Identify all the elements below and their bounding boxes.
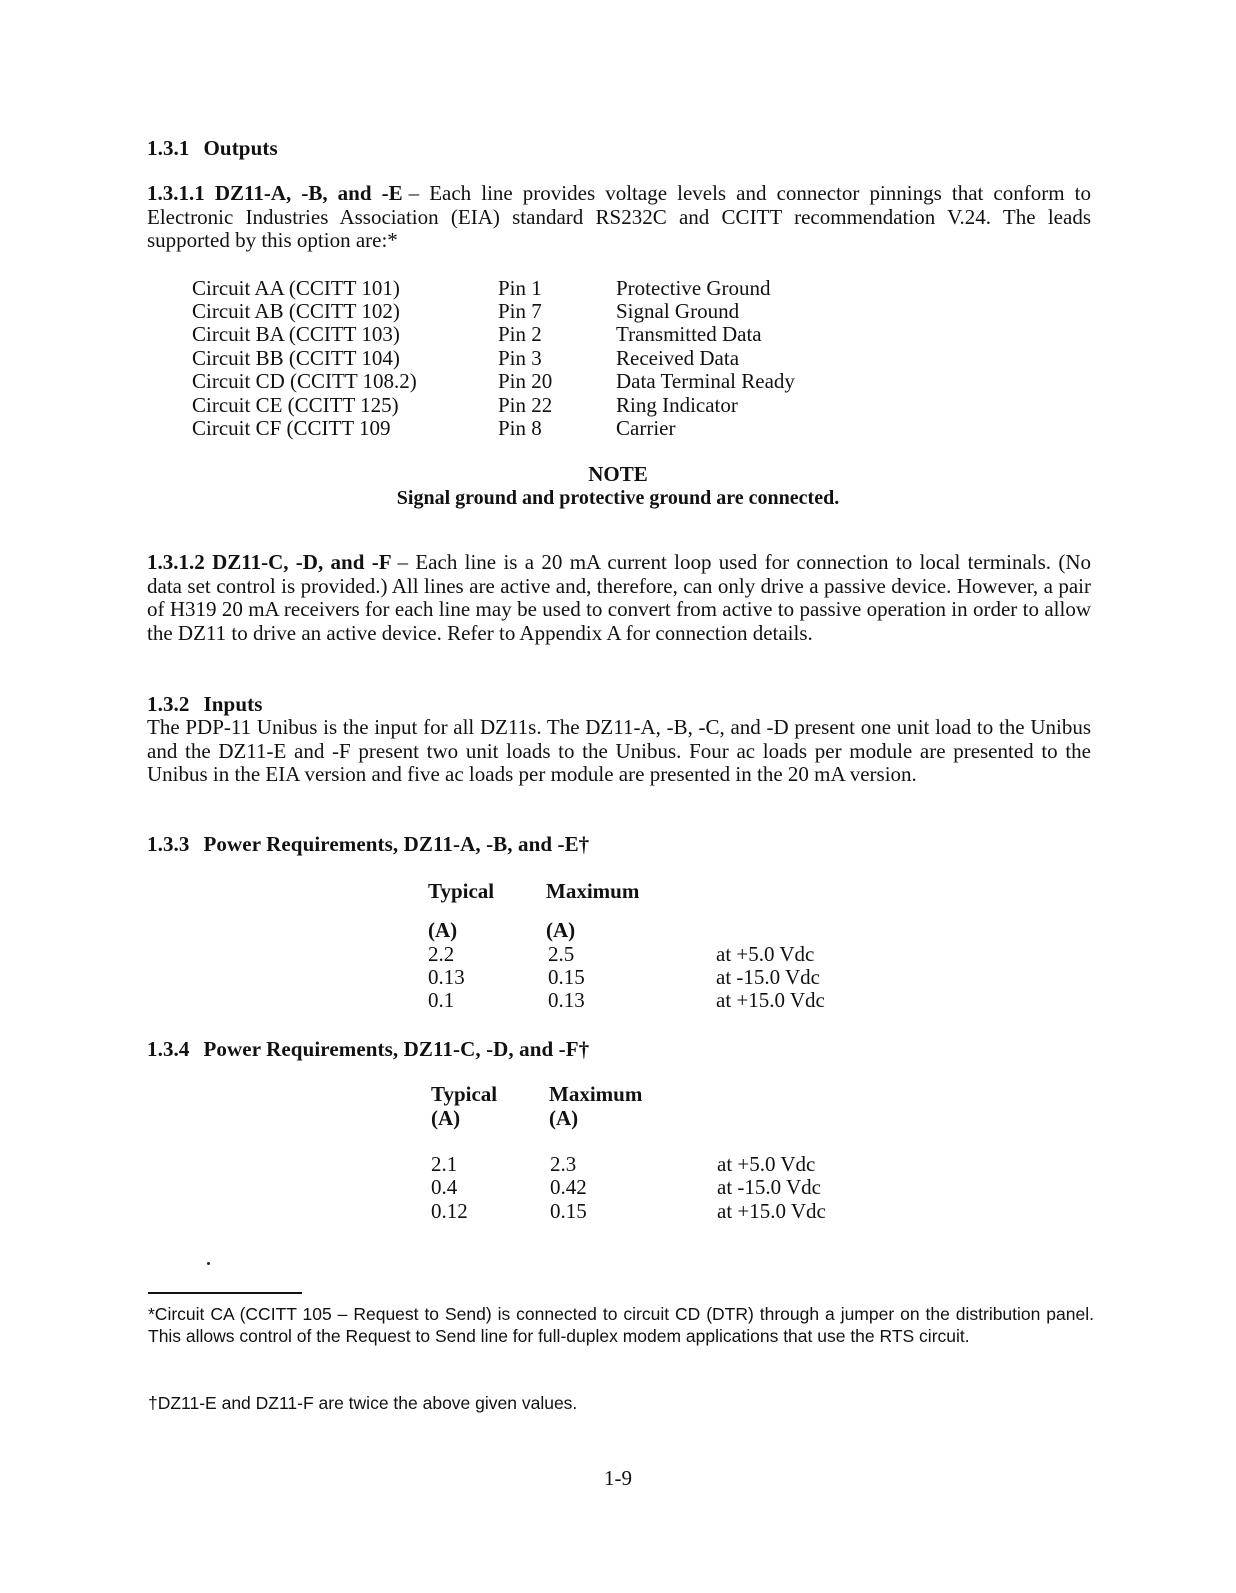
column-header-typical: Typical — [428, 879, 495, 903]
voltage-condition: at +15.0 Vdc — [717, 1199, 826, 1223]
footnote-divider — [148, 1292, 302, 1294]
paragraph-lead: 1.3.1.2 DZ11-C, -D, and -F — [147, 550, 392, 574]
voltage-condition: at +5.0 Vdc — [717, 1152, 816, 1176]
section-heading-1-3-2 — [147, 692, 262, 717]
voltage-condition: at -15.0 Vdc — [717, 1175, 822, 1199]
circuit-name: Circuit CF (CCITT 109 — [192, 416, 391, 440]
circuit-name: Circuit BA (CCITT 103) — [192, 322, 400, 346]
section-number: 1.3.4 — [147, 1037, 190, 1061]
circuit-description: Carrier — [616, 416, 676, 440]
circuit-pin: Pin 20 — [498, 369, 553, 393]
section-title: Power Requirements, DZ11-A, -B, and -E† — [203, 832, 590, 856]
section-title: Inputs — [203, 692, 263, 716]
footnote-dagger: †DZ11-E and DZ11-F are twice the above given values. — [148, 1393, 578, 1413]
circuit-name: Circuit BB (CCITT 104) — [192, 346, 400, 370]
voltage-condition: at -15.0 Vdc — [716, 965, 821, 989]
section-heading-1-3-4 — [147, 1037, 589, 1062]
circuit-description: Transmitted Data — [616, 322, 762, 346]
circuit-name: Circuit CD (CCITT 108.2) — [192, 369, 417, 393]
section-heading-1-3-1 — [147, 136, 278, 161]
voltage-condition: at +15.0 Vdc — [716, 988, 825, 1012]
circuit-name: Circuit AB (CCITT 102) — [192, 299, 400, 323]
maximum-value: 0.15 — [548, 965, 585, 989]
unit-typical: (A) — [428, 918, 458, 942]
note-body: Signal ground and protective ground are connected. — [396, 487, 840, 509]
circuit-pin: Pin 1 — [498, 276, 542, 300]
voltage-condition: at +5.0 Vdc — [716, 942, 815, 966]
circuit-description: Ring Indicator — [616, 393, 738, 417]
circuit-name: Circuit CE (CCITT 125) — [192, 393, 399, 417]
typical-value: 2.1 — [431, 1152, 458, 1176]
circuit-description: Protective Ground — [616, 276, 771, 300]
paragraph-lead: 1.3.1.1 DZ11-A, -B, and -E — [147, 181, 403, 205]
circuit-description: Signal Ground — [616, 299, 740, 323]
section-heading-1-3-3 — [147, 832, 589, 857]
section-title: Power Requirements, DZ11-C, -D, and -F† — [203, 1037, 590, 1061]
circuit-pin: Pin 3 — [498, 346, 542, 370]
paragraph-1-3-2: The PDP-11 Unibus is the input for all DZ11s. The DZ11-A, -B, -C, and -D present one unit load to the Unibus and the DZ11-E and -F present two unit loads to the Unibus. Four ac loads per module are presented to the Unibus in the EIA version and five ac loads per module are presented in the 20 mA version. — [147, 715, 1091, 786]
column-header-maximum: Maximum — [546, 879, 640, 903]
unit-typical: (A) — [431, 1106, 461, 1130]
section-number: 1.3.2 — [147, 692, 190, 716]
circuit-pin: Pin 8 — [498, 416, 542, 440]
circuit-pin: Pin 7 — [498, 299, 542, 323]
paragraph-1-3-1-2 — [147, 551, 1091, 645]
scan-speck — [207, 1262, 210, 1265]
paragraph-text: – Each line provides voltage levels and connector pinnings that conform to Electronic Industries Association (EIA) standard RS232C and CCITT recommendation V.24. The leads supported by this option are:* — [147, 181, 1091, 252]
maximum-value: 0.42 — [550, 1175, 587, 1199]
typical-value: 0.4 — [431, 1175, 458, 1199]
unit-maximum: (A) — [549, 1106, 579, 1130]
maximum-value: 2.5 — [548, 942, 575, 966]
circuit-description: Data Terminal Ready — [616, 369, 795, 393]
paragraph-1-3-1-1 — [147, 182, 1091, 253]
section-number: 1.3.1 — [147, 136, 190, 160]
circuit-description: Received Data — [616, 346, 740, 370]
circuit-pin: Pin 22 — [498, 393, 553, 417]
typical-value: 0.12 — [431, 1199, 468, 1223]
maximum-value: 0.13 — [548, 988, 585, 1012]
column-header-maximum: Maximum — [549, 1082, 643, 1106]
section-title: Outputs — [203, 136, 278, 160]
maximum-value: 2.3 — [550, 1152, 577, 1176]
circuit-name: Circuit AA (CCITT 101) — [192, 276, 400, 300]
typical-value: 0.13 — [428, 965, 465, 989]
section-number: 1.3.3 — [147, 832, 190, 856]
typical-value: 2.2 — [428, 942, 455, 966]
typical-value: 0.1 — [428, 988, 455, 1012]
unit-maximum: (A) — [546, 918, 576, 942]
note-title: NOTE — [588, 462, 648, 486]
page-number: 1-9 — [604, 1466, 632, 1490]
maximum-value: 0.15 — [550, 1199, 587, 1223]
footnote-star: *Circuit CA (CCITT 105 – Request to Send) is connected to circuit CD (DTR) through a jumper on the distribution panel. This allows control of the Request to Send line for full-duplex modem applications that use the RTS circuit. — [148, 1304, 1094, 1346]
column-header-typical: Typical — [431, 1082, 498, 1106]
circuit-pin: Pin 2 — [498, 322, 542, 346]
paragraph-text: – Each line is a 20 mA current loop used for connection to local terminals. (No data set control is provided.) All lines are active and, therefore, can only drive a passive device. However, a pair of H319 20 mA receivers for each line may be used to convert from active to passive operation in order to allow the DZ11 to drive an active device. Refer to Appendix A for connection details. — [147, 550, 1092, 645]
